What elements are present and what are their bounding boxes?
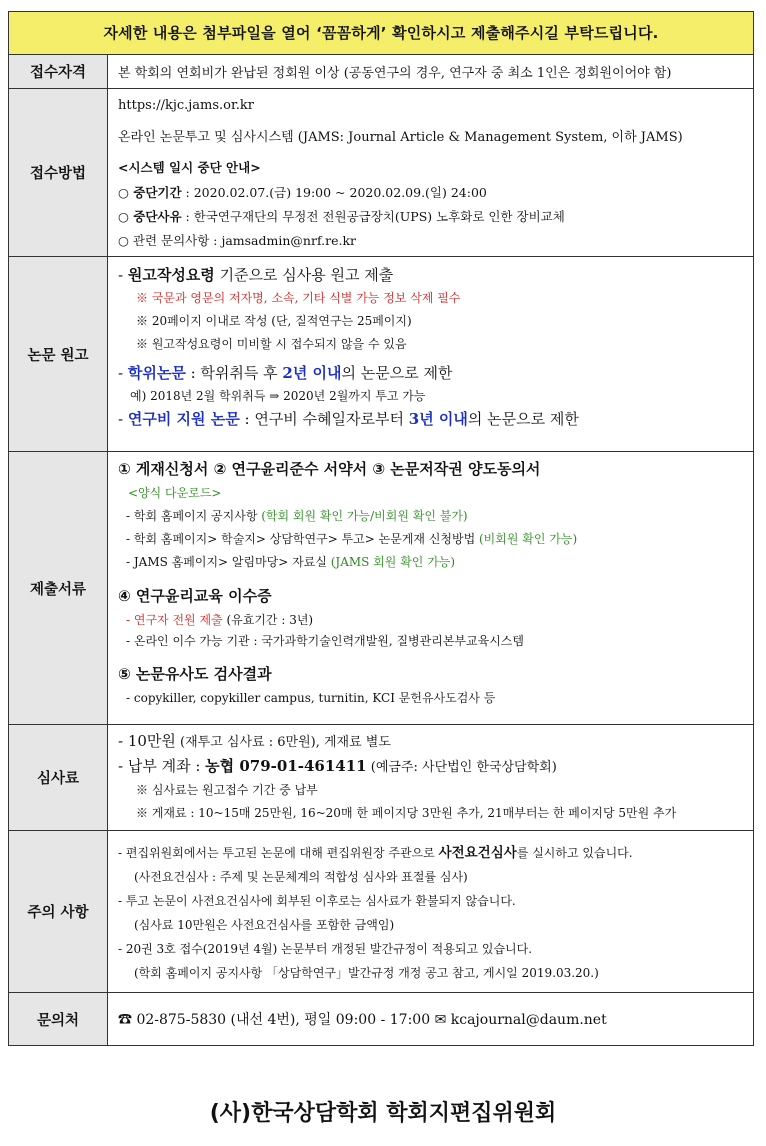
documents-row [9, 452, 754, 725]
contact-label: 문의처 [9, 993, 108, 1046]
funded-paper-limit: - 연구비 지원 논문 : 연구비 수혜일자로부터 3년 이내의 논문으로 제한 [118, 410, 579, 428]
account-number: 농협 079-01-461411 [205, 757, 367, 775]
manuscript-row [9, 257, 754, 452]
eligibility-label: 접수자격 [9, 55, 108, 89]
outage-reason [118, 205, 753, 229]
guideline-warning-note: ※ 원고작성요령이 미비할 시 접수되지 않을 수 있음 [136, 337, 407, 351]
anonymize-note: ※ 국문과 영문의 저자명, 소속, 기타 식별 가능 정보 삭제 필수 [136, 291, 461, 305]
payment-timing-note: ※ 심사료는 원고접수 기간 중 납부 [136, 783, 318, 797]
contact-row [9, 993, 754, 1046]
fee-label: 심사료 [9, 725, 108, 831]
mail-icon: ✉ [434, 1012, 447, 1028]
ethics-cert-heading: ④ 연구윤리교육 이수증 [118, 587, 272, 605]
required-forms-heading: ① 게재신청서 ② 연구윤리준수 서약서 ③ 논문저작권 양도동의서 [118, 460, 541, 478]
ethics-cert-institutions: - 온라인 이수 가능 기관 : 국가과학기술인력개발원, 질병관리본부교육시스템 [126, 634, 524, 648]
eligibility-text: 본 학회의 연회비가 완납된 정회원 이상 (공동연구의 경우, 연구자 중 최소 1인은 정회원이어야 함) [118, 66, 672, 81]
caution-label: 주의 사항 [9, 831, 108, 993]
form-download-label[interactable]: <양식 다운로드> [128, 486, 222, 500]
download-source-2: - 학회 홈페이지> 학술지> 상담학연구> 투고> 논문게재 신청방법 (비회원 확인 가능) [126, 532, 578, 546]
system-description: 온라인 논문투고 및 심사시스템 (JAMS: Journal Article & Management System, 이하 JAMS) [118, 130, 683, 145]
review-fee: - 10만원 (재투고 심사료 : 6만원), 게재료 별도 [118, 732, 391, 750]
caution-row [9, 831, 754, 993]
publication-fee-note: ※ 게재료 : 10~15매 25만원, 16~20매 한 페이지당 3만원 추가, 21매부터는 한 페이지당 5만원 추가 [136, 806, 677, 820]
regulation-change-detail: (학회 홈페이지 공지사항 「상담학연구」발간규정 개정 공고 참고, 게시일 2019.03.20.) [134, 966, 599, 980]
contact-phone: 02-875-5830 (내선 4번), 평일 09:00 - 17:00 [132, 1012, 435, 1028]
similarity-check-heading: ⑤ 논문유사도 검사결과 [118, 665, 272, 683]
similarity-check-tools: - copykiller, copykiller campus, turnitin, KCI 문헌유사도검사 등 [126, 691, 496, 705]
regulation-change: - 20권 3호 접수(2019년 4월) 논문부터 개정된 발간규정이 적용되고 있습니다. [118, 942, 533, 956]
eligibility-row [9, 55, 754, 89]
refund-policy: - 투고 논문이 사전요건심사에 회부된 이후로는 심사료가 환불되지 않습니다. [118, 894, 516, 908]
outage-notice-title: <시스템 일시 중단 안내> [118, 160, 261, 175]
organization-footer: (사)한국상담학회 학회지편집위원회 [209, 1101, 557, 1126]
manuscript-label: 논문 원고 [9, 257, 108, 452]
system-url-link[interactable]: https://kjc.jams.or.kr [118, 98, 255, 113]
payment-account: - 납부 계좌 : 농협 079-01-461411 (예금주: 사단법인 한국상담학회) [118, 757, 557, 775]
page-limit-note: ※ 20페이지 이내로 작성 (단, 질적연구는 25페이지) [136, 314, 412, 328]
pre-review-notice: - 편집위원회에서는 투고된 논문에 대해 편집위원장 주관으로 사전요건심사를 실시하고 있습니다. [118, 845, 633, 861]
guideline-emphasis: 원고작성요령 [127, 266, 215, 284]
documents-label: 제출서류 [9, 452, 108, 725]
method-row [9, 89, 754, 257]
outage-reason-label: ○ 중단사유 [118, 209, 182, 224]
notice-banner: 자세한 내용은 첨부파일을 열어 ‘꼼꼼하게’ 확인하시고 제출해주시길 부탁드립니다. [8, 11, 754, 55]
phone-icon: ☎ [118, 1012, 132, 1028]
manuscript-guideline: - 원고작성요령 기준으로 심사용 원고 제출 [118, 266, 394, 284]
method-label: 접수방법 [9, 89, 108, 257]
contact-email[interactable]: kcajournal@daum.net [446, 1012, 607, 1028]
ethics-cert-requirement: - 연구자 전원 제출 (유효기간 : 3년) [126, 613, 314, 627]
outage-period [118, 181, 753, 205]
pre-review-detail: (사전요건심사 : 주제 및 논문체계의 적합성 심사와 표절률 심사) [134, 870, 468, 884]
submission-info-table [8, 54, 754, 1046]
fee-row [9, 725, 754, 831]
download-source-1: - 학회 홈페이지 공지사항 (학회 회원 확인 가능/비회원 확인 불가) [126, 509, 468, 523]
download-source-3: - JAMS 홈페이지> 알림마당> 자료실 (JAMS 회원 확인 가능) [126, 555, 456, 569]
contact-info [118, 1012, 607, 1028]
thesis-example: 예) 2018년 2월 학위취득 ⇒ 2020년 2월까지 투고 가능 [130, 389, 426, 403]
refund-policy-detail: (심사료 10만원은 사전요건심사를 포함한 금액임) [134, 918, 395, 932]
outage-contact: ○ 관련 문의사항 : jamsadmin@nrf.re.kr [118, 233, 356, 248]
outage-reason-value: : 한국연구재단의 무정전 전원공급장치(UPS) 노후화로 인한 장비교체 [181, 209, 565, 224]
thesis-limit: - 학위논문 : 학위취득 후 2년 이내의 논문으로 제한 [118, 364, 453, 382]
outage-period-label: ○ 중단기간 [118, 185, 182, 200]
outage-period-value: : 2020.02.07.(금) 19:00 ~ 2020.02.09.(일) 24:00 [181, 185, 487, 200]
